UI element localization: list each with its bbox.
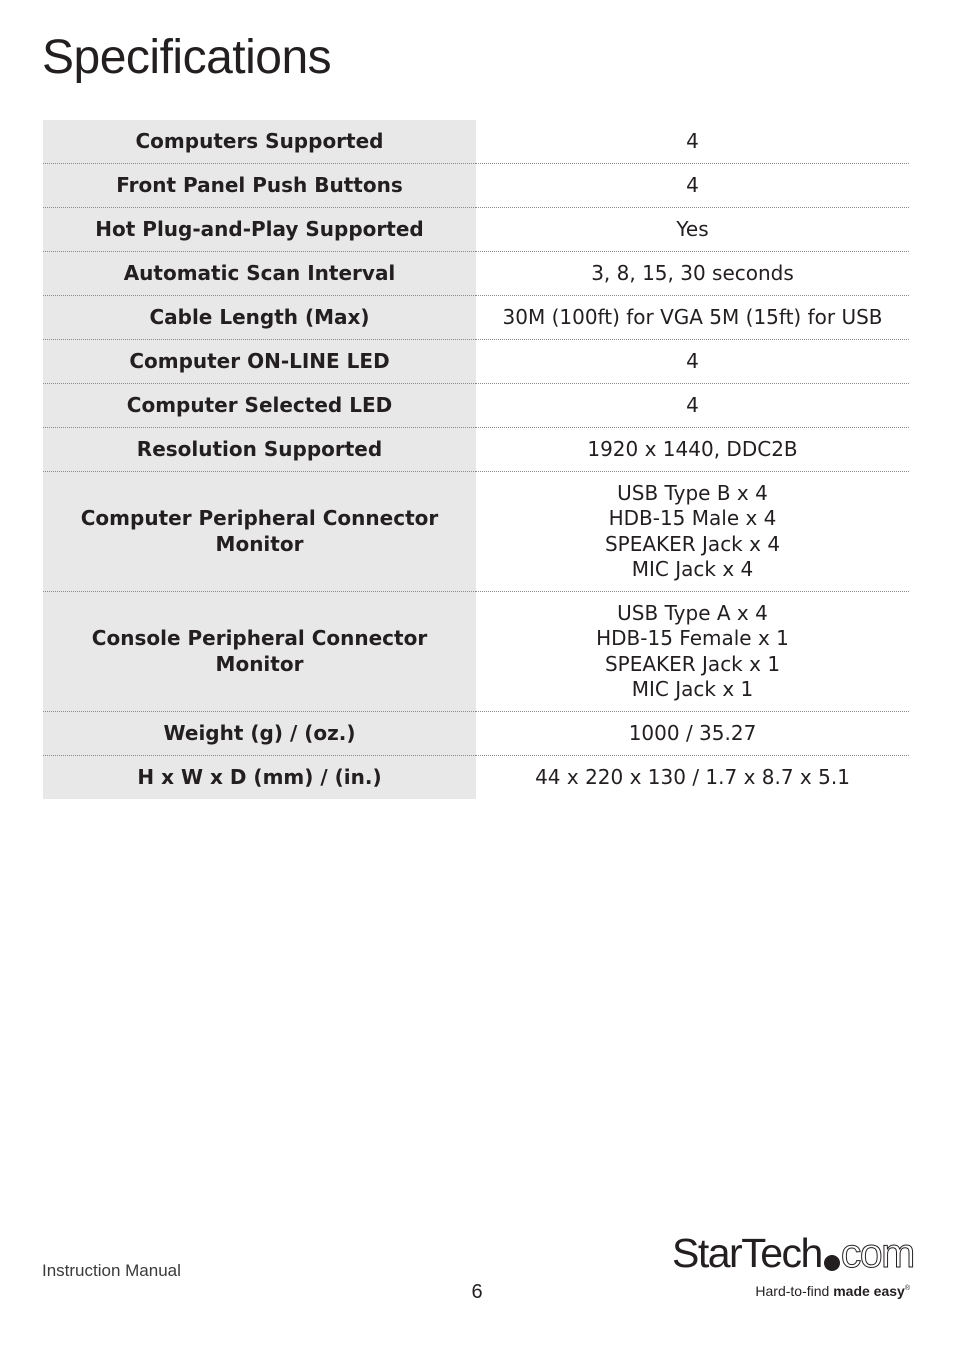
- table-row: [43, 428, 909, 472]
- spec-value: [476, 756, 909, 800]
- table-row: [43, 384, 909, 428]
- spec-value-line: MIC Jack x 1: [631, 677, 754, 701]
- spec-label: Computer Selected LED: [43, 384, 476, 428]
- startech-logo: [668, 1228, 912, 1308]
- logo-tld: com: [840, 1230, 914, 1276]
- spec-value: [476, 592, 909, 712]
- spec-label-line: Monitor: [215, 531, 304, 556]
- spec-value: [476, 472, 909, 592]
- spec-value-line: SPEAKER Jack x 1: [604, 651, 781, 676]
- table-row: [43, 756, 909, 800]
- spec-label: Automatic Scan Interval: [43, 252, 476, 296]
- spec-value: [476, 384, 909, 428]
- page-number: 6: [471, 1281, 483, 1303]
- spec-value-line: 44 x 220 x 130 / 1.7 x 8.7 x 5.1: [535, 764, 850, 789]
- logo-dot-icon: [824, 1255, 840, 1271]
- spec-value: [476, 120, 909, 164]
- table-row: [43, 120, 909, 164]
- spec-value-line: 1000 / 35.27: [628, 720, 757, 745]
- spec-label: Cable Length (Max): [43, 296, 476, 340]
- table-row: [43, 252, 909, 296]
- specifications-table: [43, 120, 909, 799]
- spec-value: [476, 296, 909, 340]
- spec-label: Resolution Supported: [43, 428, 476, 472]
- spec-label: Front Panel Push Buttons: [43, 164, 476, 208]
- page-title: Specifications: [42, 31, 332, 84]
- spec-value-line: 3, 8, 15, 30 seconds: [591, 260, 794, 285]
- spec-label: [43, 592, 476, 712]
- spec-value-line: HDB-15 Female x 1: [596, 626, 789, 650]
- spec-label: Hot Plug-and-Play Supported: [43, 208, 476, 252]
- spec-value-line: 4: [686, 348, 699, 373]
- spec-value: [476, 428, 909, 472]
- footer-label: Instruction Manual: [42, 1261, 181, 1280]
- registered-mark: ®: [904, 1285, 910, 1292]
- spec-value-line: MIC Jack x 4: [631, 557, 754, 581]
- table-row: [43, 340, 909, 384]
- spec-value-line: USB Type A x 4: [617, 600, 768, 625]
- spec-label: Computers Supported: [43, 120, 476, 164]
- logo-tagline: [755, 1283, 910, 1299]
- spec-value: [476, 340, 909, 384]
- spec-label: Computer ON-LINE LED: [43, 340, 476, 384]
- table-row: [43, 296, 909, 340]
- table-row: [43, 164, 909, 208]
- table-row: [43, 592, 909, 712]
- spec-label: [43, 472, 476, 592]
- spec-value-line: 1920 x 1440, DDC2B: [587, 436, 798, 461]
- spec-value: [476, 712, 909, 756]
- spec-value-line: HDB-15 Male x 4: [608, 506, 777, 530]
- spec-label-line: Monitor: [215, 651, 304, 676]
- spec-value-line: 4: [686, 128, 699, 153]
- spec-value: [476, 164, 909, 208]
- spec-label: H x W x D (mm) / (in.): [43, 756, 476, 800]
- table-row: [43, 472, 909, 592]
- spec-value-line: Yes: [676, 216, 709, 241]
- spec-label-line: Computer Peripheral Connector: [80, 506, 439, 530]
- spec-label: Weight (g) / (oz.): [43, 712, 476, 756]
- spec-value-line: 4: [686, 392, 699, 417]
- spec-label-line: Console Peripheral Connector: [91, 626, 428, 650]
- spec-value: [476, 208, 909, 252]
- table-row: [43, 208, 909, 252]
- spec-value-line: USB Type B x 4: [617, 480, 768, 505]
- logo-brand: StarTech: [672, 1230, 822, 1276]
- spec-value-line: 4: [686, 172, 699, 197]
- table-row: [43, 712, 909, 756]
- spec-value: [476, 252, 909, 296]
- spec-value-line: 30M (100ft) for VGA 5M (15ft) for USB: [502, 304, 883, 329]
- logo-tagline-regular: Hard-to-find: [755, 1283, 834, 1299]
- logo-wordmark: [672, 1228, 914, 1278]
- spec-value-line: SPEAKER Jack x 4: [604, 531, 781, 556]
- logo-tagline-bold: made easy: [833, 1283, 905, 1299]
